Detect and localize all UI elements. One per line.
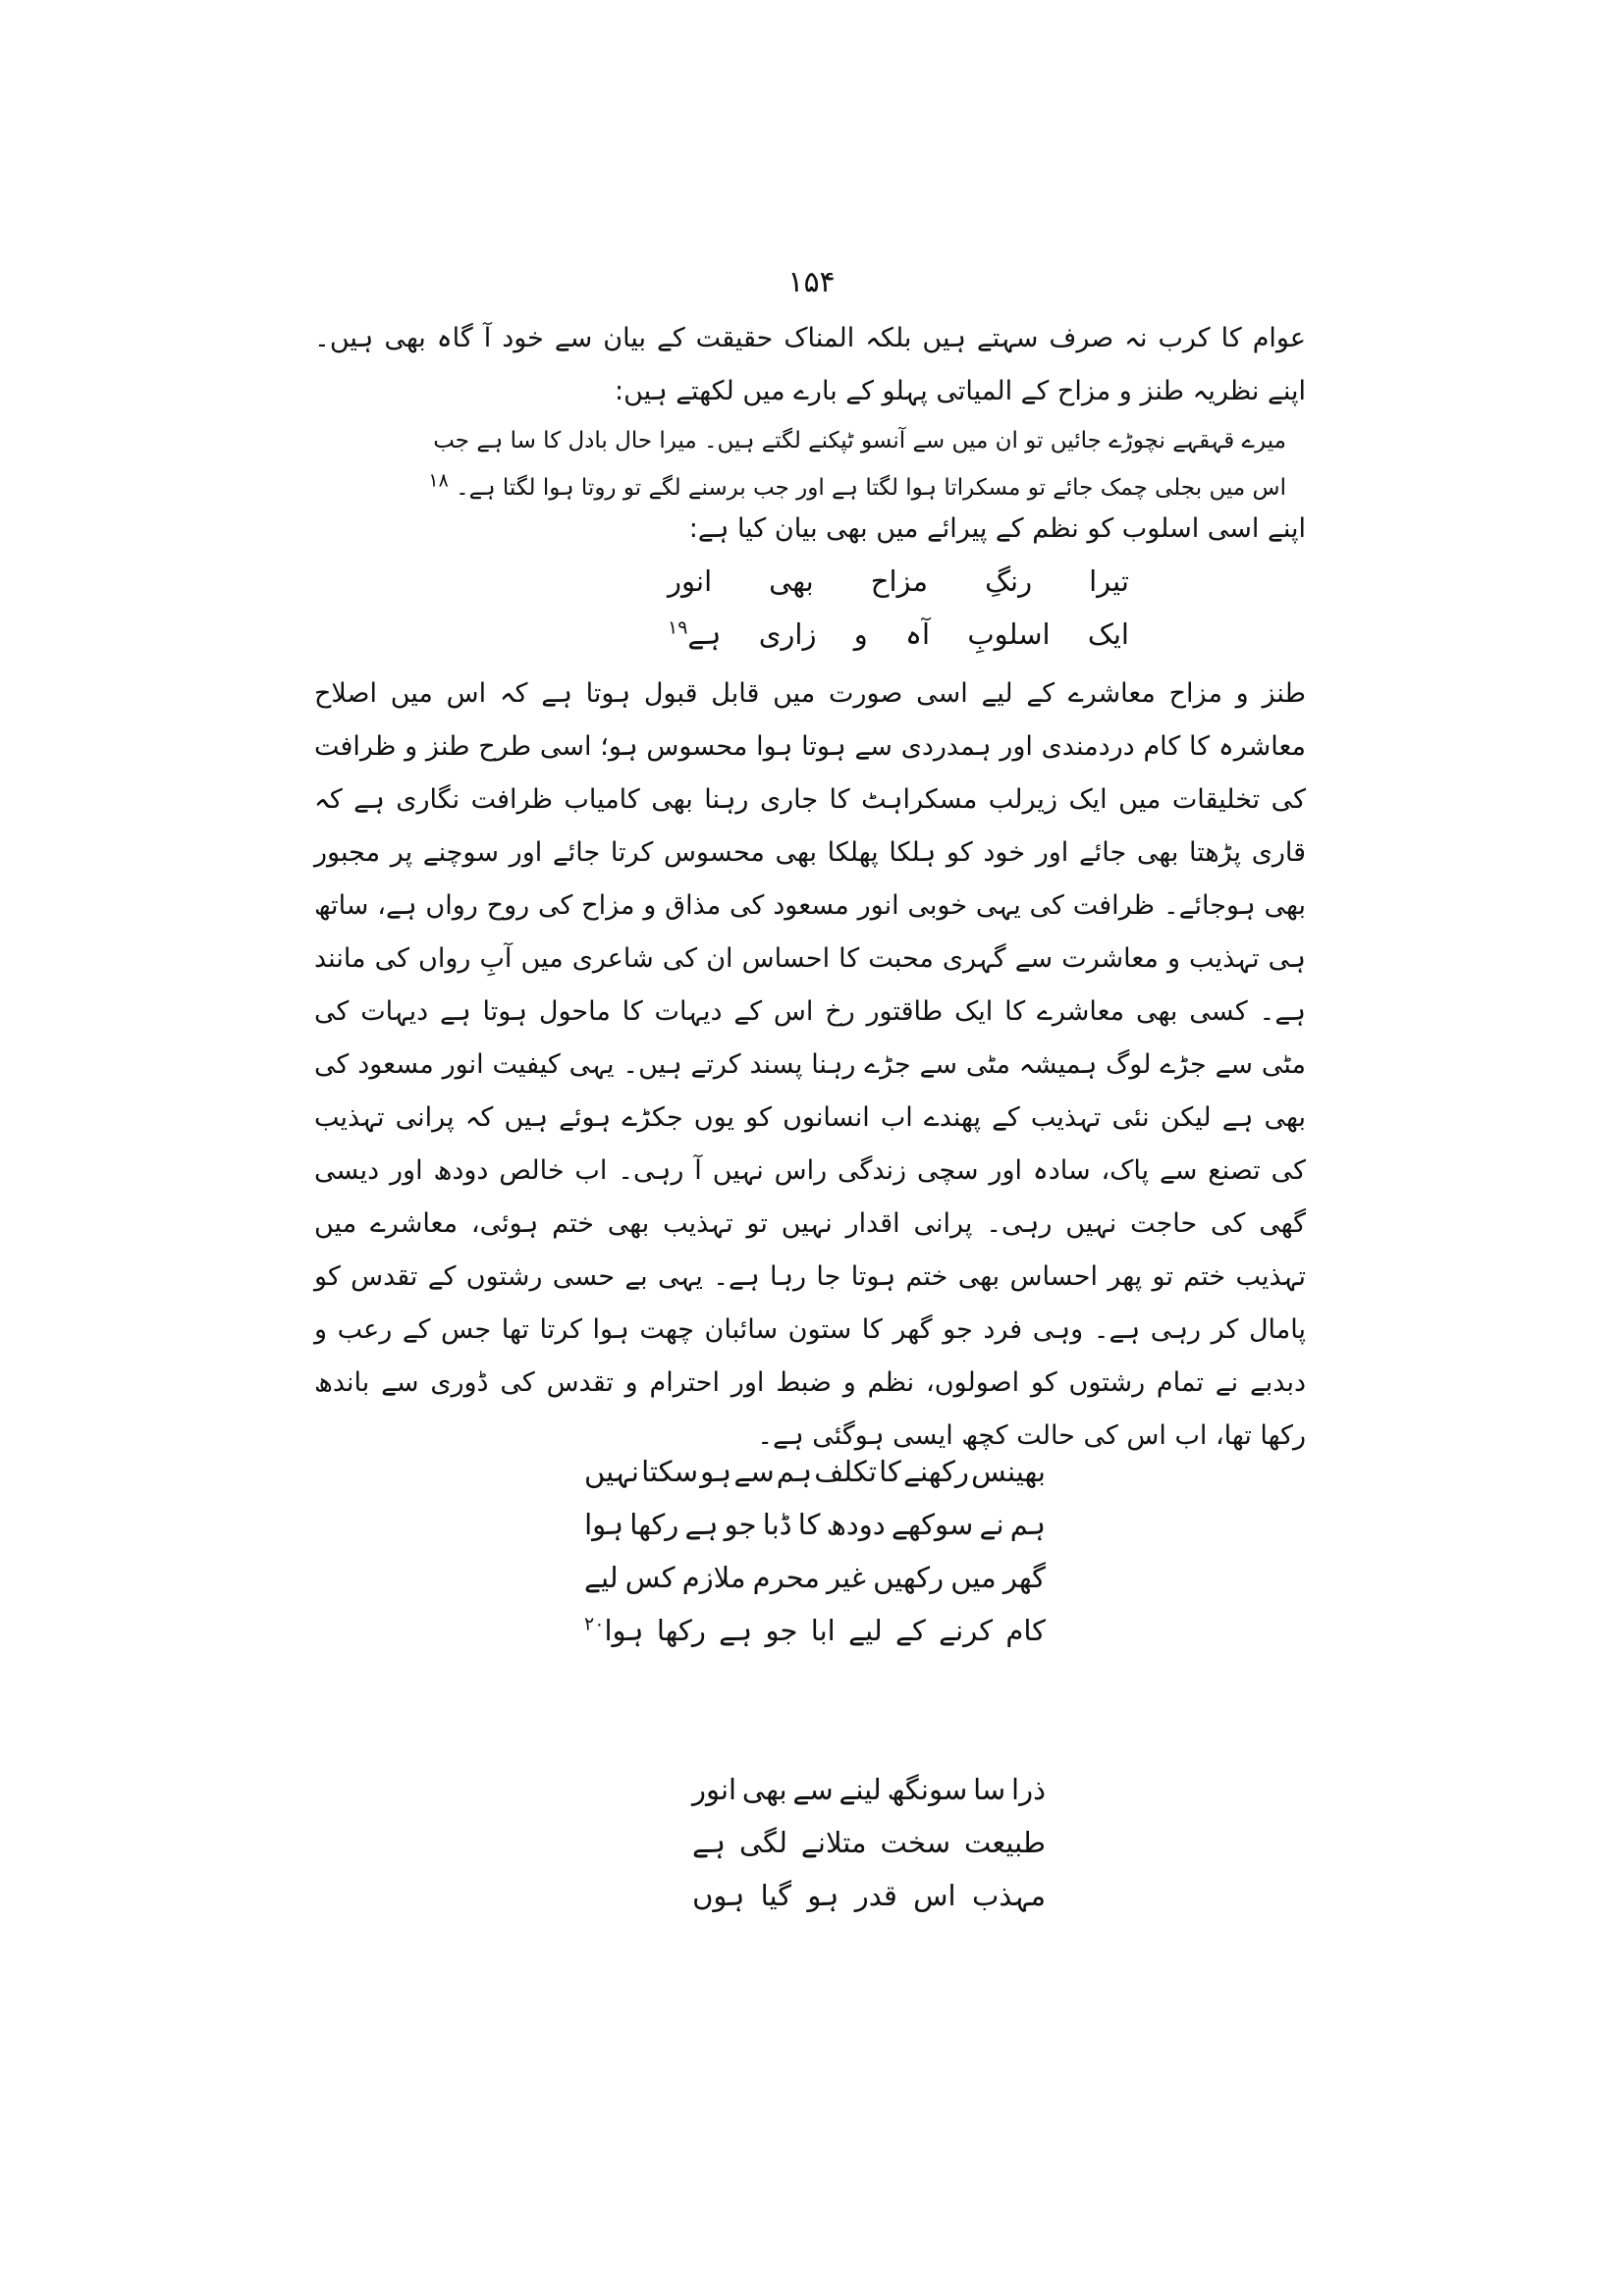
verse-word: ملازم bbox=[681, 1561, 746, 1594]
verse-word: نہیں bbox=[584, 1455, 639, 1488]
verse-3-line-2 bbox=[692, 1816, 1046, 1869]
footnote-ref-18: ۱۸ bbox=[428, 469, 449, 492]
verse-word: تکلف bbox=[814, 1455, 877, 1488]
verse-word: سے bbox=[792, 1773, 834, 1806]
verse-word: جو bbox=[765, 1614, 798, 1647]
verse-word: ڈبا bbox=[762, 1508, 792, 1541]
verse-word: رکھیں bbox=[873, 1561, 945, 1594]
verse-word: ہے bbox=[684, 1508, 719, 1541]
verse-word: کس bbox=[624, 1561, 676, 1594]
verse-2-line-4 bbox=[584, 1604, 1046, 1657]
verse-word: رکھا bbox=[656, 1614, 706, 1647]
verse-word: تیرا bbox=[1089, 564, 1129, 598]
verse-word: انور bbox=[692, 1773, 737, 1806]
verse-2-line-3 bbox=[584, 1551, 1046, 1604]
verse-word: مزاح bbox=[870, 564, 929, 598]
verse-word: رنگِ bbox=[985, 564, 1033, 598]
verse-word: ہوں bbox=[692, 1879, 745, 1912]
verse-word: کا bbox=[797, 1508, 821, 1541]
block-quote-1-text: میرے قہقہے نچوڑے جائیں تو ان میں سے آنسو ٹپکنے لگتے ہیں۔ میرا حال بادل کا سا ہے جب اس میں بجلی چمک جائے تو مسکراتا ہوا لگتا ہے اور جب برسنے لگے تو روتا ہوا لگتا ہے۔ bbox=[433, 428, 1286, 501]
paragraph-1: عوام کا کرب نہ صرف سہتے ہیں بلکہ المناک حقیقت کے بیان سے خود آ گاہ بھی ہیں۔ اپنے نظریہ طنز و مزاح کے المیاتی پہلو کے بارے میں لکھتے ہیں: bbox=[314, 323, 1306, 406]
verse-word: بھی bbox=[769, 564, 814, 598]
verse-word: زاری bbox=[758, 617, 817, 651]
verse-2-line-2 bbox=[584, 1498, 1046, 1551]
verse-word: بھی bbox=[741, 1773, 787, 1806]
verse-word: گیا bbox=[760, 1879, 792, 1912]
verse-word: سونگھ bbox=[887, 1773, 968, 1806]
verse-word: ہم bbox=[776, 1455, 813, 1488]
verse-word: ہے bbox=[719, 1614, 753, 1647]
verse-word: گھر bbox=[1002, 1561, 1046, 1594]
verse-word: ہوا bbox=[604, 1614, 644, 1647]
verse-word: سخت bbox=[880, 1826, 950, 1859]
verse-word: ایک bbox=[1087, 617, 1129, 651]
verse-word: لیے bbox=[584, 1561, 619, 1594]
verse-word: کا bbox=[879, 1455, 901, 1488]
verse-word: سکتا bbox=[641, 1455, 698, 1488]
verse-word: میں bbox=[950, 1561, 997, 1594]
verse-word: بھینس bbox=[971, 1455, 1046, 1488]
verse-word: ابا bbox=[810, 1614, 836, 1647]
verse-1-line-1 bbox=[668, 555, 1129, 608]
verse-word: سا bbox=[973, 1773, 1006, 1806]
verse-word: غیر bbox=[827, 1561, 866, 1594]
verse-word: نے bbox=[979, 1508, 1004, 1541]
verse-last-word bbox=[584, 1604, 643, 1657]
verse-word: سے bbox=[733, 1455, 775, 1488]
verse-word: کام bbox=[1005, 1614, 1046, 1647]
verse-word: و bbox=[853, 617, 868, 651]
verse-word: انور bbox=[668, 564, 713, 598]
verse-word: کرنے bbox=[939, 1614, 994, 1647]
verse-word: ہوا bbox=[584, 1508, 624, 1541]
verse-1-line-2 bbox=[668, 608, 1129, 661]
verse-word: متلانے bbox=[800, 1826, 867, 1859]
verse-3-line-3 bbox=[692, 1869, 1046, 1922]
verse-word: ہو bbox=[807, 1879, 839, 1912]
verse-3 bbox=[692, 1763, 1046, 1922]
verse-word: ہو bbox=[700, 1455, 732, 1488]
verse-word: آہ bbox=[905, 617, 931, 651]
block-quote-1 bbox=[403, 417, 1286, 511]
verse-word: ذرا bbox=[1011, 1773, 1046, 1806]
verse-intro: اپنے اسی اسلوب کو نظم کے پیرائے میں بھی بیان کیا ہے: bbox=[688, 513, 1306, 544]
verse-word: لینے bbox=[839, 1773, 882, 1806]
verse-word: ہے bbox=[687, 617, 722, 651]
verse-word: ہم bbox=[1009, 1508, 1046, 1541]
verse-last-word bbox=[668, 608, 721, 661]
footnote-ref-20: ۲۰ bbox=[584, 1613, 605, 1635]
verse-word: ہے bbox=[692, 1826, 726, 1859]
verse-word: کے bbox=[895, 1614, 926, 1647]
page-number: ۱۵۴ bbox=[787, 265, 836, 299]
verse-word: سوکھے bbox=[891, 1508, 974, 1541]
verse-word: رکھا bbox=[629, 1508, 679, 1541]
verse-word: دودھ bbox=[826, 1508, 886, 1541]
verse-word: قدر bbox=[854, 1879, 897, 1912]
verse-3-line-1 bbox=[692, 1763, 1046, 1816]
verse-1 bbox=[668, 555, 1129, 661]
verse-word: اس bbox=[913, 1879, 956, 1912]
verse-word: رکھنے bbox=[902, 1455, 969, 1488]
verse-word: لگی bbox=[738, 1826, 787, 1859]
verse-word: جو bbox=[724, 1508, 757, 1541]
footnote-ref-19: ۱۹ bbox=[668, 616, 688, 639]
verse-2-line-1 bbox=[584, 1445, 1046, 1498]
verse-word: محرم bbox=[752, 1561, 820, 1594]
verse-2 bbox=[584, 1445, 1046, 1657]
verse-word: اسلوبِ bbox=[967, 617, 1051, 651]
verse-word: مہذب bbox=[971, 1879, 1046, 1912]
verse-word: طبیعت bbox=[963, 1826, 1046, 1859]
paragraph-2: طنز و مزاح معاشرے کے لیے اسی صورت میں قابل قبول ہوتا ہے کہ اس میں اصلاح معاشرہ کا کام دردمندی اور ہمدردی سے ہوتا ہوا محسوس ہو؛ اسی طرح طنز و ظرافت کی تخلیقات میں ایک زیرلب مسکراہٹ کا جاری رہنا بھی کامیاب ظرافت نگاری ہے کہ قاری پڑھتا بھی جائے اور خود کو ہلکا پھلکا بھی محسوس کرتا جائے اور سوچنے پر مجبور بھی ہوجائے۔ ظرافت کی یہی خوبی انور مسعود کی مذاق و مزاح کی روح رواں ہے، ساتھ ہی تہذیب و معاشرت سے گہری محبت کا احساس ان کی شاعری میں آبِ رواں کی مانند ہے۔ کسی بھی معاشرے کا ایک طاقتور رخ اس کے دیہات کا ماحول ہوتا ہے دیہات کی مٹی سے جڑے لوگ ہمیشہ مٹی سے جڑے رہنا پسند کرتے ہیں۔ یہی کیفیت انور مسعود کی بھی ہے لیکن نئی تہذیب کے پھندے اب انسانوں کو یوں جکڑے ہوئے ہیں کہ پرانی تہذیب کی تصنع سے پاک، سادہ اور سچی زندگی راس نہیں آ رہی۔ اب خالص دودھ اور دیسی گھی کی حاجت نہیں رہی۔ پرانی اقدار نہیں تو تہذیب بھی ختم ہوئی، معاشرے میں تہذیب ختم تو پھر احساس بھی ختم ہوتا جا رہا ہے۔ یہی بے حسی رشتوں کے تقدس کو پامال کر رہی ہے۔ وہی فرد جو گھر کا ستون سائبان چھت ہوا کرتا تھا جس کے رعب و دبدبے نے تمام رشتوں کو اصولوں، نظم و ضبط اور احترام و تقدس کی ڈوری سے باندھ رکھا تھا، اب اس کی حالت کچھ ایسی ہوگئی ہے۔ bbox=[314, 678, 1306, 1451]
verse-word: لیے bbox=[848, 1614, 883, 1647]
